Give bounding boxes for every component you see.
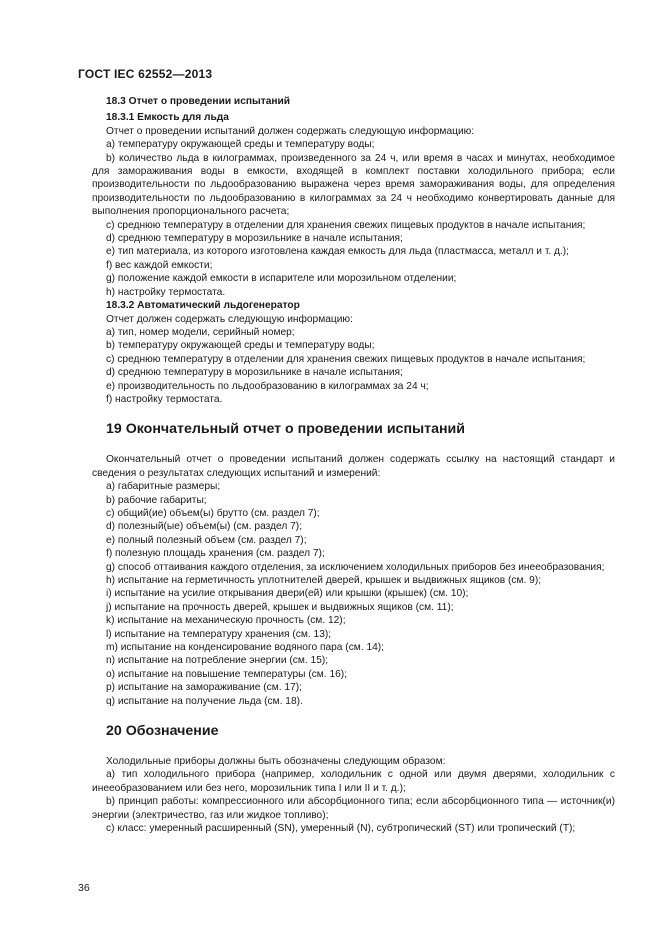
list-item: f) настройку термостата. [106,393,223,405]
list-item: c) среднюю температуру в отделении для хранения свежих пищевых продуктов в начале испытания; [106,219,586,231]
list-item: b) принцип работы: компрессионного или абсорбционного типа; если абсорбционного типа — источник(и) энергии (электричество, газ или жидкое топливо); [92,796,615,821]
list-item: e) полный полезный объем (см. раздел 7); [106,534,307,546]
list-item: c) общий(ие) объем(ы) брутто (см. раздел 7); [106,507,320,519]
list-item: f) полезную площадь хранения (см. раздел 7); [106,548,325,560]
list-item: h) настройку термостата. [106,286,226,298]
list-item: d) среднюю температуру в морозильнике в начале испытания; [106,367,403,379]
list-item: b) рабочие габариты; [106,494,207,506]
list-item: p) испытание на замораживание (см. 17); [106,682,302,694]
list-item: j) испытание на прочность дверей, крышек и выдвижных ящиков (см. 11); [106,601,454,613]
list-item: d) среднюю температуру в морозильнике в начале испытания; [106,233,403,245]
paragraph: Отчет должен содержать следующую информацию: [106,313,353,325]
list-item: a) габаритные размеры; [106,481,221,493]
list-item: e) производительность по льдообразованию в килограммах за 24 ч; [106,380,429,392]
section-20-title: 20 Обозначение [106,723,219,740]
section-18-3-1-title: 18.3.1 Емкость для льда [106,112,229,124]
list-item: a) тип, номер модели, серийный номер; [106,326,295,338]
paragraph: Отчет о проведении испытаний должен содержать следующую информацию: [106,125,475,137]
list-item: i) испытание на усилие открывания двери(ей) или крышки (крышек) (см. 10); [106,588,469,600]
list-item: l) испытание на температуру хранения (см. 13); [106,628,332,640]
list-item: h) испытание на герметичность уплотнителей дверей, крышек и выдвижных ящиков (см. 9); [106,575,542,586]
list-item: b) температуру окружающей среды и температуру воды; [106,340,375,352]
section-18-3-title: 18.3 Отчет о проведении испытаний [106,96,291,107]
list-item: a) тип холодильного прибора (например, холодильник с одной или двумя дверями, холодильник с инееобразованием или без него, морозильник типа I или II и т. д.); [92,769,615,794]
paragraph: Окончательный отчет о проведении испытаний должен содержать ссылку на настоящий стандарт и сведения о результатах следующих испытаний и измерений: [92,454,615,479]
list-item: q) испытание на получение льда (см. 18). [106,695,303,707]
document-body [92,95,615,836]
section-19-title: 19 Окончательный отчет о проведении испытаний [106,421,465,438]
paragraph: Холодильные приборы должны быть обозначены следующим образом: [106,756,446,768]
list-item: c) среднюю температуру в отделении для хранения свежих пищевых продуктов в начале испытания; [106,353,586,365]
list-item: a) температуру окружающей среды и температуру воды; [106,139,375,151]
list-item: g) положение каждой емкости в испарителе или морозильном отделении; [106,273,457,285]
list-item: k) испытание на механическую прочность (см. 12); [106,615,346,627]
list-item: n) испытание на потребление энергии (см. 15); [106,655,329,667]
list-item: o) испытание на повышение температуры (см. 16); [106,668,348,680]
list-item: d) полезный(ые) объем(ы) (см. раздел 7); [106,521,303,533]
list-item: m) испытание на конденсирование водяного пара (см. 14); [106,642,385,654]
page-number: 36 [78,882,90,894]
list-item: g) способ оттаивания каждого отделения, за исключением холодильных приборов без инееобразования; [106,561,605,573]
list-item: b) количество льда в килограммах, произведенного за 24 ч, или время в часах и минутах, необходимое для замораживания воды в емкости, входящей в комплект поставки холодильного прибора; если производительности по льдообразованию выражена через время замораживания воды, для определения производительности по льдообразованию в килограммах за 24 ч необходимо конвертировать данные для выполнения пропорционального расчета; [92,152,615,218]
list-item: c) класс: умеренный расширенный (SN), умеренный (N), субтропический (ST) или тропический (T); [106,823,576,835]
standard-header: ГОСТ IEC 62552—2013 [78,67,213,81]
list-item: e) тип материала, из которого изготовлена каждая емкость для льда (пластмасса, металл и т. д.); [106,246,570,258]
list-item: f) вес каждой емкости; [106,259,213,271]
section-18-3-2-title: 18.3.2 Автоматический льдогенератор [106,300,300,312]
